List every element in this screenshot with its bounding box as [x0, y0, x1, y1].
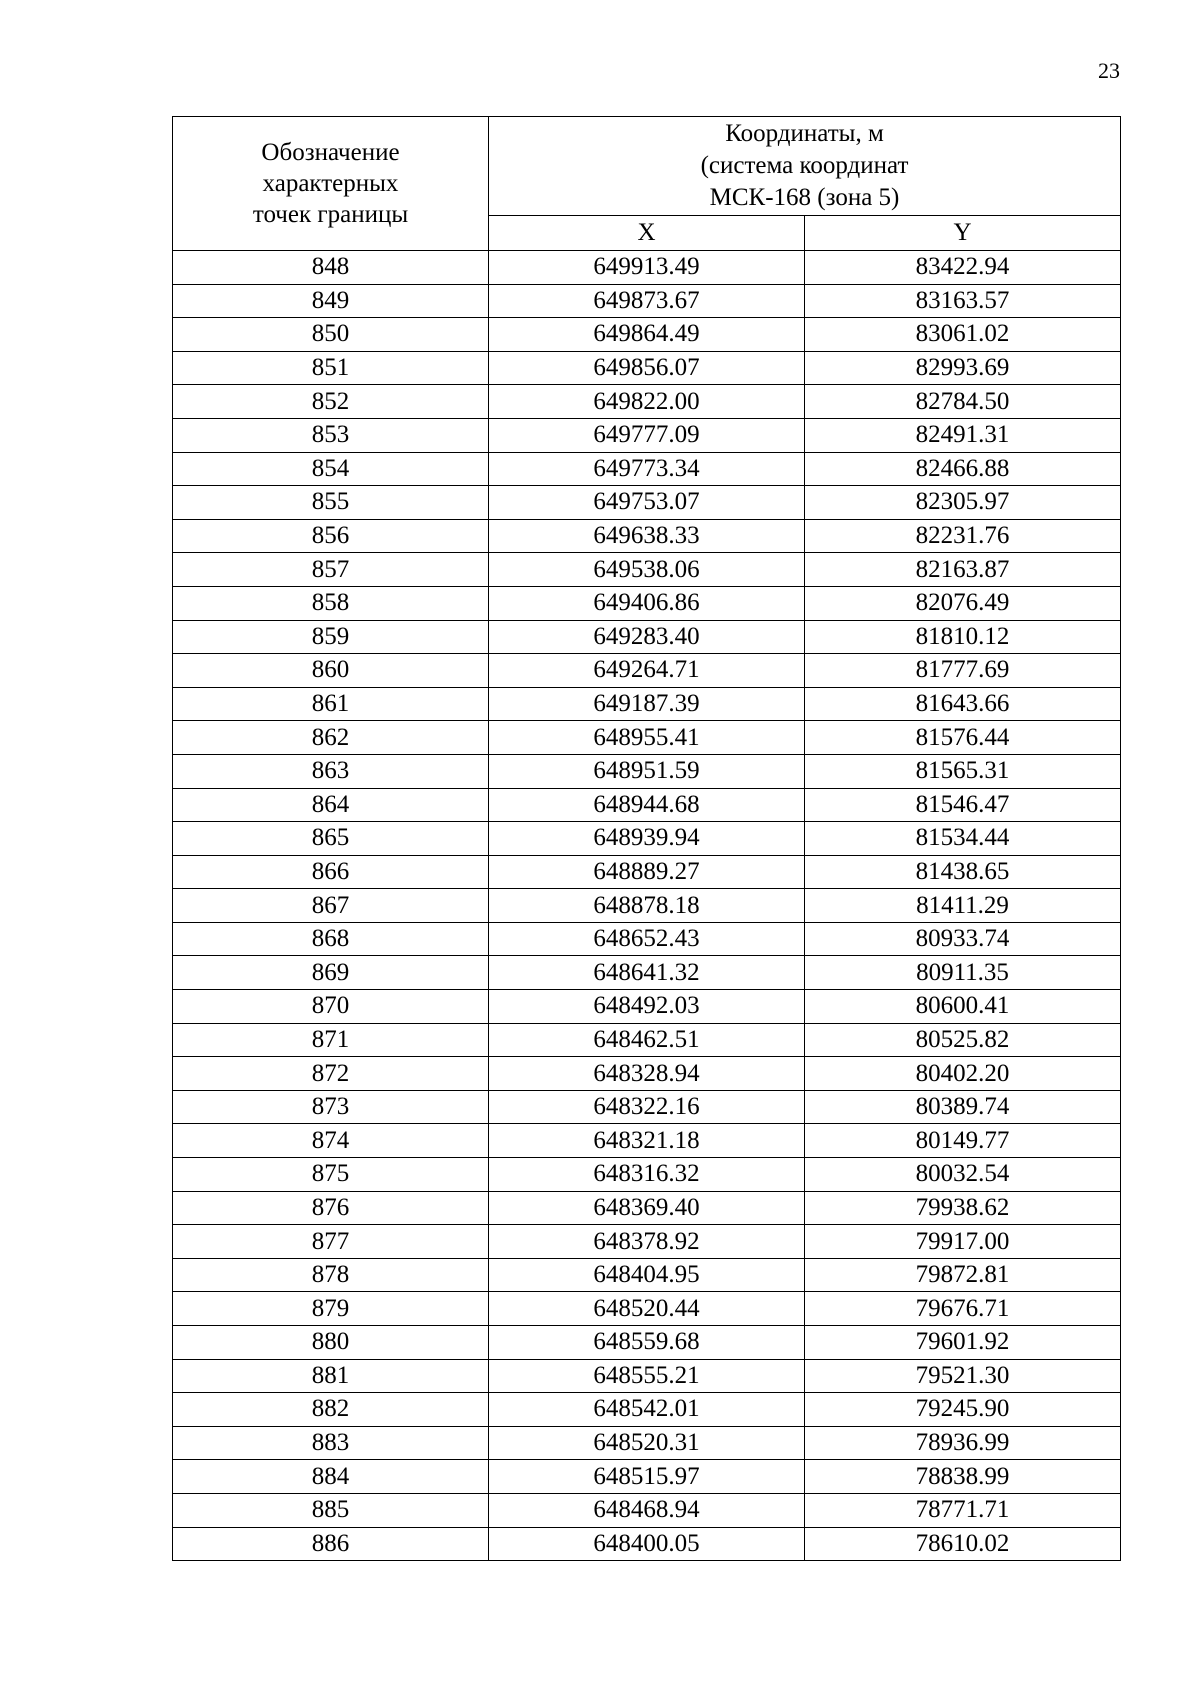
- table-row: [173, 1124, 1121, 1158]
- y-coordinate-cell: 81576.44: [805, 721, 1121, 755]
- table-row: [173, 519, 1121, 553]
- point-header-line-1: Обозначение: [261, 139, 400, 166]
- y-coordinate-cell: 78838.99: [805, 1460, 1121, 1494]
- table-row: [173, 1359, 1121, 1393]
- y-coordinate-cell: 82466.88: [805, 452, 1121, 486]
- y-coordinate-cell: 82491.31: [805, 418, 1121, 452]
- table-row: [173, 1057, 1121, 1091]
- table-row: [173, 889, 1121, 923]
- table-row: [173, 251, 1121, 285]
- point-cell: 872: [173, 1057, 489, 1091]
- y-coordinate-cell: 82305.97: [805, 486, 1121, 520]
- y-coordinate-cell: 80032.54: [805, 1158, 1121, 1192]
- point-cell: 852: [173, 385, 489, 419]
- point-cell: 881: [173, 1359, 489, 1393]
- point-cell: 876: [173, 1191, 489, 1225]
- table-row: [173, 922, 1121, 956]
- y-coordinate-cell: 79245.90: [805, 1393, 1121, 1427]
- point-cell: 882: [173, 1393, 489, 1427]
- table-row: [173, 1493, 1121, 1527]
- x-coordinate-cell: 648652.43: [489, 922, 805, 956]
- y-coordinate-cell: 82784.50: [805, 385, 1121, 419]
- point-cell: 874: [173, 1124, 489, 1158]
- table-row: [173, 1527, 1121, 1561]
- x-column-header: X: [489, 216, 805, 251]
- point-cell: 883: [173, 1426, 489, 1460]
- x-coordinate-cell: 648542.01: [489, 1393, 805, 1427]
- x-coordinate-cell: 648878.18: [489, 889, 805, 923]
- point-cell: 860: [173, 654, 489, 688]
- point-cell: 850: [173, 318, 489, 352]
- table-row: [173, 654, 1121, 688]
- point-cell: 849: [173, 284, 489, 318]
- y-coordinate-cell: 78610.02: [805, 1527, 1121, 1561]
- point-cell: 863: [173, 754, 489, 788]
- x-coordinate-cell: 648492.03: [489, 990, 805, 1024]
- point-cell: 870: [173, 990, 489, 1024]
- point-cell: 879: [173, 1292, 489, 1326]
- table-row: [173, 452, 1121, 486]
- x-coordinate-cell: 649264.71: [489, 654, 805, 688]
- point-cell: 884: [173, 1460, 489, 1494]
- y-coordinate-cell: 79938.62: [805, 1191, 1121, 1225]
- point-cell: 854: [173, 452, 489, 486]
- point-cell: 867: [173, 889, 489, 923]
- point-cell: 848: [173, 251, 489, 285]
- point-cell: 873: [173, 1090, 489, 1124]
- point-cell: 855: [173, 486, 489, 520]
- x-coordinate-cell: 648955.41: [489, 721, 805, 755]
- table-row: [173, 553, 1121, 587]
- table-row: [173, 620, 1121, 654]
- y-coordinate-cell: 83061.02: [805, 318, 1121, 352]
- table-row: [173, 822, 1121, 856]
- y-column-header: Y: [805, 216, 1121, 251]
- point-cell: 851: [173, 351, 489, 385]
- coordinates-table: [172, 116, 1121, 1561]
- point-cell: 885: [173, 1493, 489, 1527]
- table-row: [173, 1191, 1121, 1225]
- table-row: [173, 418, 1121, 452]
- x-coordinate-cell: 649638.33: [489, 519, 805, 553]
- x-coordinate-cell: 648468.94: [489, 1493, 805, 1527]
- point-header-line-2: характерных: [262, 170, 399, 197]
- table-row: [173, 351, 1121, 385]
- y-coordinate-cell: 82993.69: [805, 351, 1121, 385]
- x-coordinate-cell: 649873.67: [489, 284, 805, 318]
- x-coordinate-cell: 649753.07: [489, 486, 805, 520]
- coordinates-header: [489, 117, 1121, 216]
- table-row: [173, 788, 1121, 822]
- point-cell: 857: [173, 553, 489, 587]
- coords-header-line-2: (система координат: [700, 152, 909, 180]
- table-row: [173, 318, 1121, 352]
- x-coordinate-cell: 648889.27: [489, 855, 805, 889]
- table-row: [173, 1393, 1121, 1427]
- y-coordinate-cell: 80389.74: [805, 1090, 1121, 1124]
- x-coordinate-cell: 649822.00: [489, 385, 805, 419]
- x-coordinate-cell: 648404.95: [489, 1258, 805, 1292]
- y-coordinate-cell: 79676.71: [805, 1292, 1121, 1326]
- x-coordinate-cell: 648555.21: [489, 1359, 805, 1393]
- table-row: [173, 486, 1121, 520]
- x-coordinate-cell: 649864.49: [489, 318, 805, 352]
- y-coordinate-cell: 82163.87: [805, 553, 1121, 587]
- table-body: [173, 251, 1121, 1561]
- table-row: [173, 855, 1121, 889]
- point-cell: 858: [173, 586, 489, 620]
- y-coordinate-cell: 80600.41: [805, 990, 1121, 1024]
- x-coordinate-cell: 649773.34: [489, 452, 805, 486]
- table-row: [173, 1292, 1121, 1326]
- x-coordinate-cell: 648641.32: [489, 956, 805, 990]
- y-coordinate-cell: 81438.65: [805, 855, 1121, 889]
- point-cell: 880: [173, 1326, 489, 1360]
- y-coordinate-cell: 80149.77: [805, 1124, 1121, 1158]
- table-row: [173, 1426, 1121, 1460]
- y-coordinate-cell: 81777.69: [805, 654, 1121, 688]
- x-coordinate-cell: 648328.94: [489, 1057, 805, 1091]
- y-coordinate-cell: 78936.99: [805, 1426, 1121, 1460]
- y-coordinate-cell: 83422.94: [805, 251, 1121, 285]
- table-row: [173, 687, 1121, 721]
- y-coordinate-cell: 80402.20: [805, 1057, 1121, 1091]
- y-coordinate-cell: 81810.12: [805, 620, 1121, 654]
- x-coordinate-cell: 648515.97: [489, 1460, 805, 1494]
- x-coordinate-cell: 649777.09: [489, 418, 805, 452]
- x-coordinate-cell: 649913.49: [489, 251, 805, 285]
- x-coordinate-cell: 648944.68: [489, 788, 805, 822]
- table-row: [173, 1460, 1121, 1494]
- point-cell: 865: [173, 822, 489, 856]
- x-coordinate-cell: 648520.31: [489, 1426, 805, 1460]
- table-row: [173, 1090, 1121, 1124]
- x-coordinate-cell: 649283.40: [489, 620, 805, 654]
- table-row: [173, 1326, 1121, 1360]
- point-cell: 856: [173, 519, 489, 553]
- y-coordinate-cell: 79917.00: [805, 1225, 1121, 1259]
- table-row: [173, 721, 1121, 755]
- x-coordinate-cell: 649406.86: [489, 586, 805, 620]
- x-coordinate-cell: 648316.32: [489, 1158, 805, 1192]
- x-coordinate-cell: 648322.16: [489, 1090, 805, 1124]
- table-header: [173, 117, 1121, 251]
- y-coordinate-cell: 81643.66: [805, 687, 1121, 721]
- point-cell: 886: [173, 1527, 489, 1561]
- x-coordinate-cell: 648559.68: [489, 1326, 805, 1360]
- page-number: 23: [1098, 58, 1120, 83]
- x-coordinate-cell: 648951.59: [489, 754, 805, 788]
- point-cell: 864: [173, 788, 489, 822]
- point-column-header: [173, 117, 489, 251]
- point-cell: 871: [173, 1023, 489, 1057]
- y-coordinate-cell: 83163.57: [805, 284, 1121, 318]
- y-coordinate-cell: 81546.47: [805, 788, 1121, 822]
- y-coordinate-cell: 79872.81: [805, 1258, 1121, 1292]
- y-coordinate-cell: 78771.71: [805, 1493, 1121, 1527]
- x-coordinate-cell: 648369.40: [489, 1191, 805, 1225]
- y-coordinate-cell: 81534.44: [805, 822, 1121, 856]
- point-cell: 869: [173, 956, 489, 990]
- point-cell: 853: [173, 418, 489, 452]
- x-coordinate-cell: 649856.07: [489, 351, 805, 385]
- y-coordinate-cell: 80933.74: [805, 922, 1121, 956]
- y-coordinate-cell: 79601.92: [805, 1326, 1121, 1360]
- point-header-line-3: точек границы: [252, 201, 409, 228]
- table-row: [173, 1023, 1121, 1057]
- table-row: [173, 990, 1121, 1024]
- point-cell: 875: [173, 1158, 489, 1192]
- table-row: [173, 284, 1121, 318]
- y-coordinate-cell: 81565.31: [805, 754, 1121, 788]
- point-cell: 859: [173, 620, 489, 654]
- coords-header-line-1: Координаты, м: [725, 120, 884, 148]
- point-cell: 877: [173, 1225, 489, 1259]
- x-coordinate-cell: 648462.51: [489, 1023, 805, 1057]
- point-cell: 862: [173, 721, 489, 755]
- point-cell: 878: [173, 1258, 489, 1292]
- table-row: [173, 1158, 1121, 1192]
- table-row: [173, 1225, 1121, 1259]
- table-row: [173, 1258, 1121, 1292]
- table-row: [173, 956, 1121, 990]
- table-row: [173, 385, 1121, 419]
- y-coordinate-cell: 79521.30: [805, 1359, 1121, 1393]
- x-coordinate-cell: 648939.94: [489, 822, 805, 856]
- point-cell: 866: [173, 855, 489, 889]
- x-coordinate-cell: 649538.06: [489, 553, 805, 587]
- x-coordinate-cell: 648400.05: [489, 1527, 805, 1561]
- y-coordinate-cell: 80911.35: [805, 956, 1121, 990]
- point-cell: 861: [173, 687, 489, 721]
- x-coordinate-cell: 648520.44: [489, 1292, 805, 1326]
- y-coordinate-cell: 81411.29: [805, 889, 1121, 923]
- table-row: [173, 754, 1121, 788]
- x-coordinate-cell: 649187.39: [489, 687, 805, 721]
- x-coordinate-cell: 648321.18: [489, 1124, 805, 1158]
- point-cell: 868: [173, 922, 489, 956]
- coords-header-line-3: МСК-168 (зона 5): [709, 184, 900, 212]
- y-coordinate-cell: 82076.49: [805, 586, 1121, 620]
- table-row: [173, 586, 1121, 620]
- x-coordinate-cell: 648378.92: [489, 1225, 805, 1259]
- y-coordinate-cell: 80525.82: [805, 1023, 1121, 1057]
- y-coordinate-cell: 82231.76: [805, 519, 1121, 553]
